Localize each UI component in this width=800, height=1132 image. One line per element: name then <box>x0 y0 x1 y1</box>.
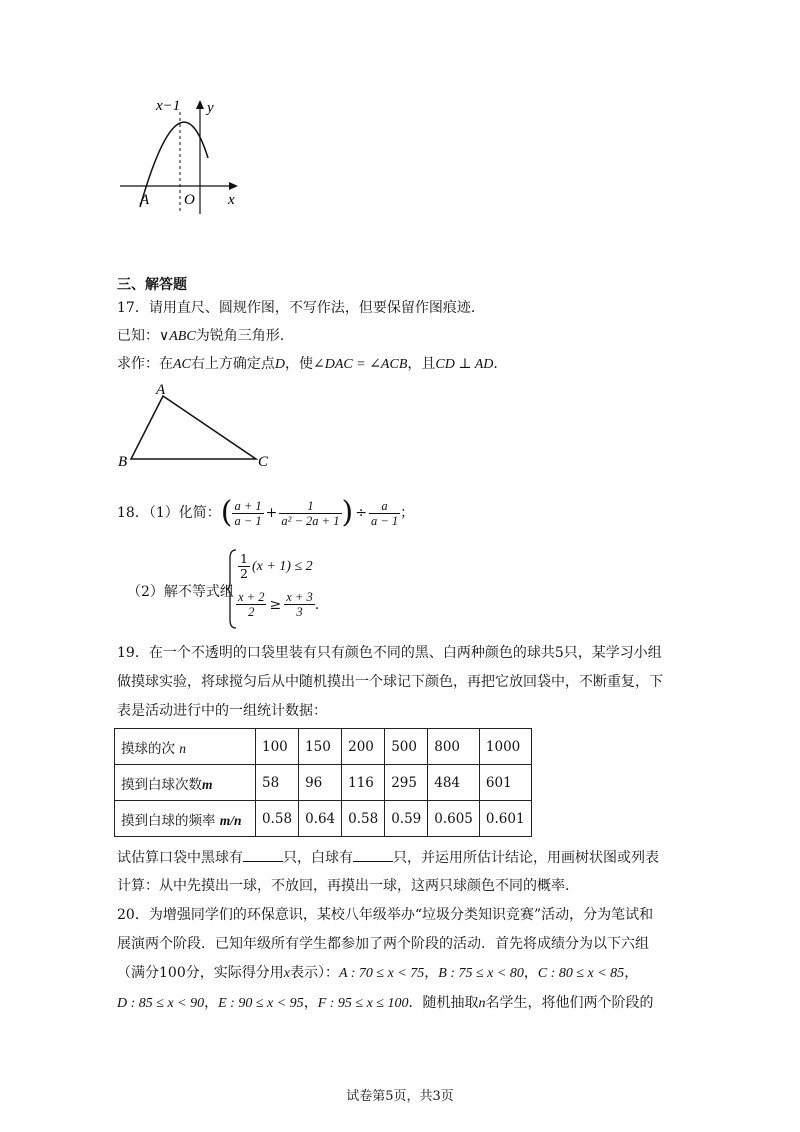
q17-task-mid1: 右上方确定点 <box>190 356 275 372</box>
table-cell: 0.605 <box>428 801 480 837</box>
group-F: F : 95 ≤ x ≤ 100 <box>317 996 409 1011</box>
table-head-cell: 摸球的次 n <box>115 729 256 765</box>
q19-after1: 试估算口袋中黑球有 只，白球有 只，并运用所估计结论，用画树状图或列表 <box>117 847 659 868</box>
table-head-cell: 摸到白球的频率 m/n <box>115 801 256 837</box>
triangle-label-B: B <box>118 454 128 470</box>
table-cell: 100 <box>256 729 299 765</box>
group-A: A : 70 ≤ x < 75 <box>338 966 425 981</box>
table-cell: 0.58 <box>342 801 385 837</box>
q19-after2: 计算：从中先摸出一球，不放回，再摸出一球，这两只球颜色不同的概率. <box>117 878 570 894</box>
table-cell: 1000 <box>479 729 531 765</box>
table-cell: 800 <box>428 729 480 765</box>
close-paren-icon: ) <box>341 495 354 530</box>
q17-task-point: D <box>274 357 286 372</box>
q18-fraction-3: $\frac{a}{a - 1}$ <box>370 498 399 528</box>
x-axis-arrow <box>229 182 238 190</box>
q19-line3: 表是活动进行中的一组统计数据： <box>117 703 327 719</box>
q17-task-mid2: ，使 <box>285 356 314 372</box>
q18-div: ÷ <box>355 505 367 521</box>
table-cell: 601 <box>479 765 531 801</box>
q18-ineq-1: $\frac{1}{2}$ (x + 1) ≤ 2 <box>240 551 313 581</box>
label-O: O <box>184 192 195 208</box>
q20-line2: 展演两个阶段．已知年级所有学生都参加了两个阶段的活动．首先将成绩分为以下六组 <box>117 936 649 952</box>
parabola-graph <box>110 92 250 217</box>
q20-line4: D : 85 ≤ x < 90，E : 90 ≤ x < 95，F : 95 ≤ x ≤ 100．随机抽取n名学生，将他们两个阶段的 <box>117 995 654 1011</box>
q18-plus: + <box>265 505 278 521</box>
table-cell: 150 <box>299 729 342 765</box>
table-cell: 0.58 <box>256 801 299 837</box>
q17-given-symbol: ∨ <box>159 328 170 344</box>
group-C: C : 80 ≤ x < 85 <box>537 966 625 981</box>
q18-p1-end: ； <box>400 505 415 521</box>
table-cell: 116 <box>342 765 385 801</box>
q17-given-suffix: 为锐角三角形. <box>195 328 285 344</box>
page-footer: 试卷第5页，共3页 <box>346 1089 454 1104</box>
q17-task-perp: CD ⊥ AD <box>435 357 494 372</box>
q17-task-mid3: ，且 <box>407 356 436 372</box>
table-row <box>115 801 532 837</box>
parabola-curve <box>140 122 208 207</box>
label-A: A <box>140 192 150 208</box>
label-x: x <box>228 192 235 208</box>
q18-p2-prefix: （2）解不等式组 <box>127 584 234 600</box>
table-cell: 200 <box>342 729 385 765</box>
section-title: 三、解答题 <box>117 277 187 293</box>
y-axis-arrow <box>196 100 204 109</box>
q18-ineq2-right: $\frac{x + 3}{3}$ <box>286 590 313 619</box>
q19-line1: 19．在一个不透明的口袋里装有只有颜色不同的黑、白两种颜色的球共5只，某学习小组 <box>117 645 662 661</box>
q20-line1: 20．为增强同学们的环保意识，某校八年级举办“垃圾分类知识竞赛”活动，分为笔试和 <box>117 907 654 923</box>
q18-ineq-2: $\frac{x + 2}{2}$ ≥ $\frac{x + 3}{3}$ . <box>238 590 320 619</box>
answer-blank-black[interactable] <box>243 847 283 862</box>
open-paren-icon: ( <box>220 495 233 530</box>
q18-part1 <box>117 495 415 530</box>
triangle-label-C: C <box>258 454 269 470</box>
q20-line3: （满分100分，实际得分用x表示）：A : 70 ≤ x < 75，B : 75 ≤ x < 80，C : 80 ≤ x < 85， <box>117 965 639 981</box>
label-y: y <box>207 100 214 116</box>
q17-given <box>117 326 284 347</box>
table-cell: 484 <box>428 765 480 801</box>
triangle-label-A: A <box>156 382 166 398</box>
table-cell: 0.59 <box>385 801 428 837</box>
group-E: E : 90 ≤ x < 95 <box>218 996 304 1011</box>
q18-fraction-1: $\frac{a + 1}{a - 1}$ <box>234 498 262 528</box>
table-cell: 96 <box>299 765 342 801</box>
label-axis-line: x−1 <box>156 98 181 114</box>
q17-task-end: . <box>493 356 498 372</box>
q17-task-angle-eq: ∠DAC = ∠ACB <box>313 357 408 372</box>
answer-blank-white[interactable] <box>353 847 393 862</box>
group-B: B : 75 ≤ x < 80 <box>438 966 524 981</box>
table-head-cell: 摸到白球次数m <box>115 765 256 801</box>
group-D: D : 85 ≤ x < 90 <box>117 996 205 1011</box>
triangle-abc <box>112 380 277 472</box>
q19-line2: 做摸球实验，将球搅匀后从中随机摸出一个球记下颜色，再把它放回袋中，不断重复，下 <box>117 674 663 690</box>
q17-task <box>117 354 498 375</box>
table-row <box>115 765 532 801</box>
q17-task-prefix: 求作：在 <box>117 356 173 372</box>
table-cell: 500 <box>385 729 428 765</box>
q18-p1-prefix: 18．（1）化简： <box>117 505 221 521</box>
table-row <box>115 729 532 765</box>
stats-table <box>114 728 532 837</box>
q17-line1: 17．请用直尺、圆规作图，不写作法，但要保留作图痕迹. <box>117 300 476 316</box>
q17-task-seg: AC <box>173 357 191 372</box>
q18-fraction-2: $\frac{1}{\text{a² − 2a + 1}}$ <box>281 498 340 528</box>
table-cell: 0.64 <box>299 801 342 837</box>
table-cell: 58 <box>256 765 299 801</box>
q18-ineq2-left: $\frac{x + 2}{2}$ <box>238 590 265 619</box>
q17-given-prefix: 已知： <box>117 328 159 344</box>
q17-given-tri: ABC <box>169 329 196 344</box>
table-cell: 295 <box>385 765 428 801</box>
q18-ineq1-frac: $\frac{1}{2}$ <box>240 551 248 581</box>
triangle-shape <box>131 396 256 459</box>
table-cell: 0.601 <box>479 801 531 837</box>
